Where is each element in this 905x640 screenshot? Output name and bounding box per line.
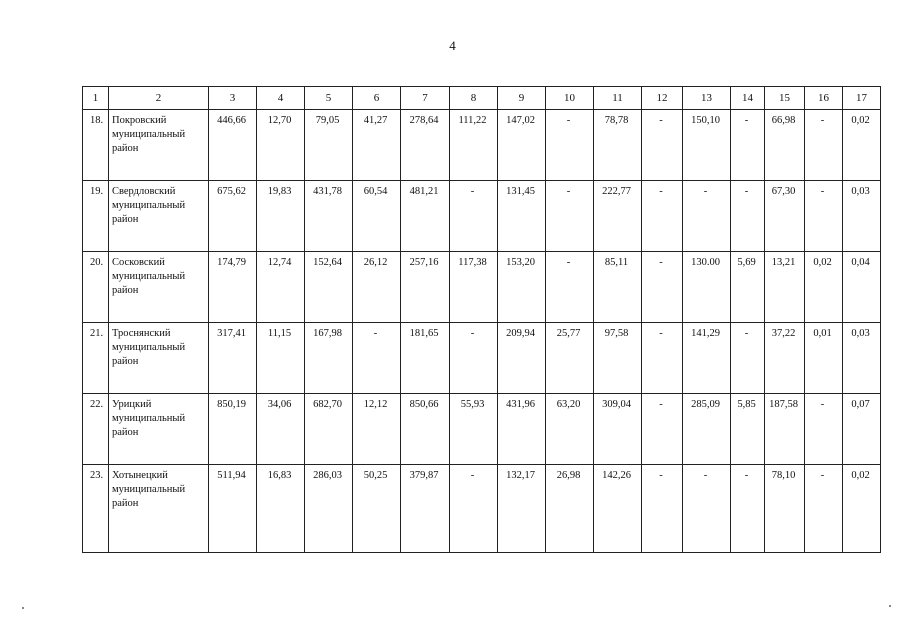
value-cell: 41,27 <box>353 110 401 181</box>
value-cell: 379,87 <box>401 465 450 553</box>
value-cell: 675,62 <box>209 181 257 252</box>
column-header: 11 <box>594 87 642 110</box>
value-cell: 130.00 <box>683 252 731 323</box>
value-cell: 142,26 <box>594 465 642 553</box>
district-name-line: муниципальный <box>112 484 186 495</box>
value-cell: 511,94 <box>209 465 257 553</box>
value-cell: 0,03 <box>843 323 881 394</box>
value-cell: - <box>450 323 498 394</box>
district-name-line: муниципальный <box>112 413 186 424</box>
value-cell: - <box>642 110 683 181</box>
value-cell: 26,12 <box>353 252 401 323</box>
column-header: 9 <box>498 87 546 110</box>
value-cell: 11,15 <box>257 323 305 394</box>
value-cell: 481,21 <box>401 181 450 252</box>
district-name-line: район <box>112 214 139 225</box>
value-cell: 286,03 <box>305 465 353 553</box>
district-name-line: муниципальный <box>112 342 186 353</box>
value-cell: - <box>546 252 594 323</box>
value-cell: - <box>683 465 731 553</box>
scan-speck <box>22 607 24 609</box>
value-cell: - <box>731 110 765 181</box>
district-name-line: муниципальный <box>112 200 186 211</box>
value-cell: - <box>805 394 843 465</box>
column-header: 16 <box>805 87 843 110</box>
value-cell: 117,38 <box>450 252 498 323</box>
value-cell: 5,85 <box>731 394 765 465</box>
district-name-line: район <box>112 285 139 296</box>
value-cell: 0,04 <box>843 252 881 323</box>
table-row <box>83 252 881 323</box>
district-name-line: район <box>112 356 139 367</box>
value-cell: 78,78 <box>594 110 642 181</box>
value-cell: 278,64 <box>401 110 450 181</box>
value-cell: 13,21 <box>765 252 805 323</box>
value-cell: 132,17 <box>498 465 546 553</box>
value-cell: 111,22 <box>450 110 498 181</box>
column-header: 14 <box>731 87 765 110</box>
table-row <box>83 465 881 553</box>
district-name <box>109 181 209 252</box>
value-cell: 34,06 <box>257 394 305 465</box>
value-cell: 12,70 <box>257 110 305 181</box>
value-cell: - <box>731 465 765 553</box>
district-name-line: Троснянский <box>112 328 171 339</box>
value-cell: 850,19 <box>209 394 257 465</box>
table-row <box>83 110 881 181</box>
value-cell: 181,65 <box>401 323 450 394</box>
row-number: 23. <box>83 465 109 553</box>
value-cell: - <box>546 181 594 252</box>
district-name <box>109 252 209 323</box>
value-cell: 309,04 <box>594 394 642 465</box>
district-name-line: муниципальный <box>112 271 186 282</box>
value-cell: 0,02 <box>805 252 843 323</box>
value-cell: 222,77 <box>594 181 642 252</box>
district-name <box>109 465 209 553</box>
value-cell: 67,30 <box>765 181 805 252</box>
value-cell: 0,02 <box>843 110 881 181</box>
column-header: 6 <box>353 87 401 110</box>
value-cell: - <box>731 181 765 252</box>
value-cell: - <box>642 394 683 465</box>
row-number: 21. <box>83 323 109 394</box>
column-header: 5 <box>305 87 353 110</box>
table-row <box>83 181 881 252</box>
value-cell: 285,09 <box>683 394 731 465</box>
value-cell: 0,07 <box>843 394 881 465</box>
value-cell: 85,11 <box>594 252 642 323</box>
value-cell: 19,83 <box>257 181 305 252</box>
district-name-line: Сосковский <box>112 257 165 268</box>
value-cell: 167,98 <box>305 323 353 394</box>
value-cell: 37,22 <box>765 323 805 394</box>
value-cell: 141,29 <box>683 323 731 394</box>
district-name-line: Свердловский <box>112 186 176 197</box>
column-header: 7 <box>401 87 450 110</box>
value-cell: - <box>642 465 683 553</box>
value-cell: - <box>546 110 594 181</box>
header-row <box>83 87 881 110</box>
value-cell: 63,20 <box>546 394 594 465</box>
district-name-line: Хотынецкий <box>112 470 168 481</box>
column-header: 15 <box>765 87 805 110</box>
value-cell: - <box>731 323 765 394</box>
value-cell: 12,12 <box>353 394 401 465</box>
value-cell: 0,03 <box>843 181 881 252</box>
column-header: 10 <box>546 87 594 110</box>
row-number: 19. <box>83 181 109 252</box>
district-name-line: Урицкий <box>112 399 152 410</box>
value-cell: - <box>805 181 843 252</box>
value-cell: - <box>642 252 683 323</box>
district-name <box>109 110 209 181</box>
value-cell: 431,96 <box>498 394 546 465</box>
district-name-line: муниципальный <box>112 129 186 140</box>
column-header: 8 <box>450 87 498 110</box>
value-cell: 60,54 <box>353 181 401 252</box>
column-header: 4 <box>257 87 305 110</box>
data-table <box>82 86 881 553</box>
value-cell: - <box>353 323 401 394</box>
value-cell: - <box>642 181 683 252</box>
value-cell: 50,25 <box>353 465 401 553</box>
value-cell: 174,79 <box>209 252 257 323</box>
value-cell: - <box>683 181 731 252</box>
value-cell: 152,64 <box>305 252 353 323</box>
row-number: 22. <box>83 394 109 465</box>
column-header: 2 <box>109 87 209 110</box>
district-name-line: район <box>112 498 139 509</box>
value-cell: 79,05 <box>305 110 353 181</box>
value-cell: 5,69 <box>731 252 765 323</box>
value-cell: - <box>450 465 498 553</box>
scan-speck <box>889 605 891 607</box>
value-cell: 257,16 <box>401 252 450 323</box>
column-header: 17 <box>843 87 881 110</box>
district-name-line: Покровский <box>112 115 167 126</box>
value-cell: 682,70 <box>305 394 353 465</box>
column-header: 13 <box>683 87 731 110</box>
value-cell: 66,98 <box>765 110 805 181</box>
value-cell: 0,02 <box>843 465 881 553</box>
value-cell: 850,66 <box>401 394 450 465</box>
value-cell: 0,01 <box>805 323 843 394</box>
district-name-line: район <box>112 427 139 438</box>
table-row <box>83 394 881 465</box>
value-cell: 209,94 <box>498 323 546 394</box>
value-cell: 317,41 <box>209 323 257 394</box>
table-row <box>83 323 881 394</box>
column-header: 3 <box>209 87 257 110</box>
value-cell: - <box>642 323 683 394</box>
row-number: 18. <box>83 110 109 181</box>
value-cell: 55,93 <box>450 394 498 465</box>
column-header: 12 <box>642 87 683 110</box>
district-name-line: район <box>112 143 139 154</box>
value-cell: 153,20 <box>498 252 546 323</box>
value-cell: 26,98 <box>546 465 594 553</box>
value-cell: 16,83 <box>257 465 305 553</box>
value-cell: 446,66 <box>209 110 257 181</box>
value-cell: 25,77 <box>546 323 594 394</box>
value-cell: 187,58 <box>765 394 805 465</box>
value-cell: - <box>450 181 498 252</box>
value-cell: 131,45 <box>498 181 546 252</box>
value-cell: - <box>805 110 843 181</box>
value-cell: 12,74 <box>257 252 305 323</box>
row-number: 20. <box>83 252 109 323</box>
value-cell: - <box>805 465 843 553</box>
value-cell: 97,58 <box>594 323 642 394</box>
value-cell: 150,10 <box>683 110 731 181</box>
district-name <box>109 323 209 394</box>
district-name <box>109 394 209 465</box>
value-cell: 431,78 <box>305 181 353 252</box>
value-cell: 78,10 <box>765 465 805 553</box>
value-cell: 147,02 <box>498 110 546 181</box>
page-number: 4 <box>449 38 456 53</box>
column-header: 1 <box>83 87 109 110</box>
